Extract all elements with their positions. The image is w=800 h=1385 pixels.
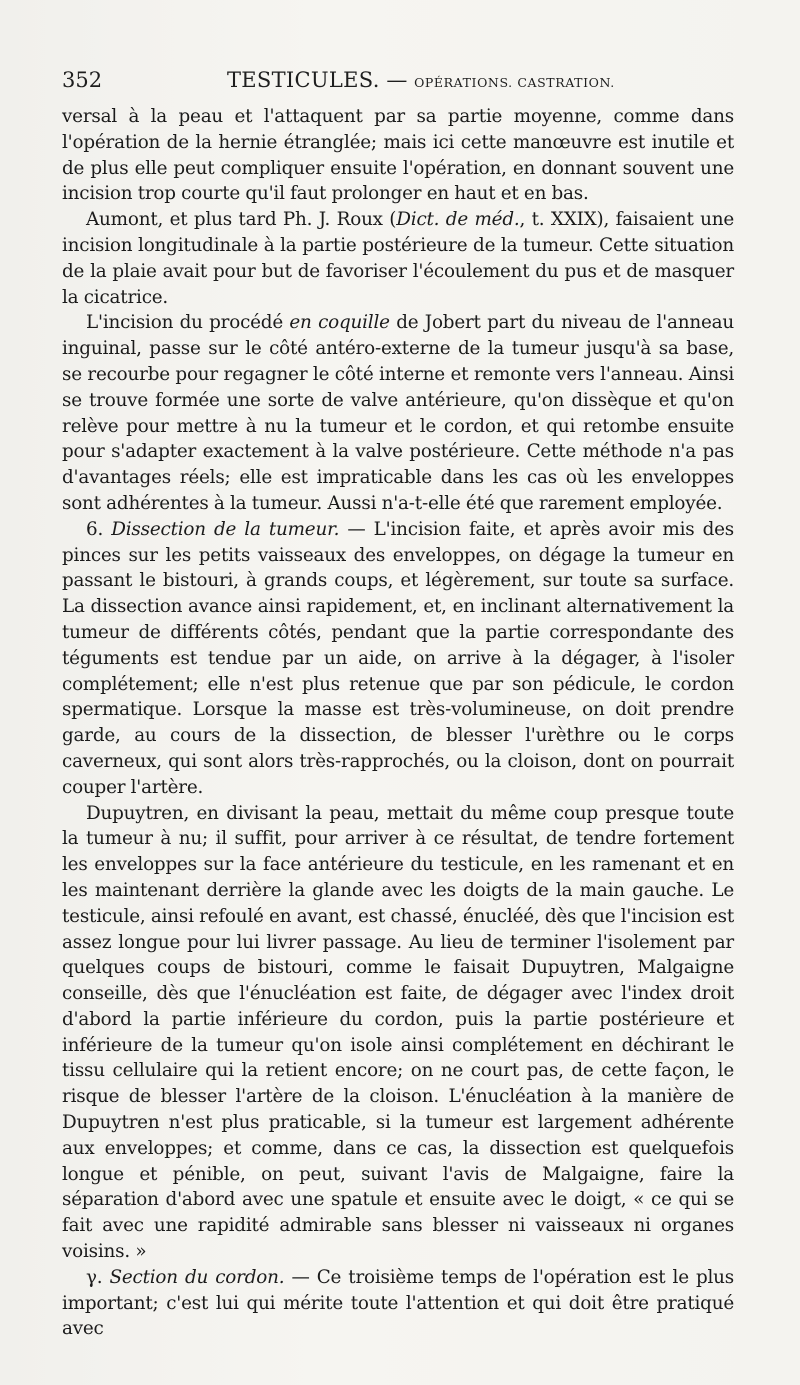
- text-run: versal à la peau et l'attaquent par sa partie moyenne, comme dans l'opération de la hernie étranglée; mais ici cette manœuvre est inutile et de plus elle peut compliquer ensuite l'opération, en donnant souvent une incision trop courte qu'il faut prolonger en haut et en bas.: [62, 106, 734, 205]
- italic-text: Section du cordon.: [109, 1266, 285, 1288]
- italic-text: en coquille: [289, 312, 390, 334]
- text-run: , t. XXIX), faisaient une incision longitudinale à la partie postérieure de la tumeur. Cette situation de la plaie avait pour but de favoriser l'écoulement du pus et de masquer la cicatrice.: [62, 209, 734, 308]
- header-subtitle: OPÉRATIONS. CASTRATION.: [414, 75, 615, 90]
- page-number: 352: [62, 68, 103, 92]
- running-header: [62, 68, 738, 96]
- text-run: Aumont, et plus tard Ph. J. Roux (: [86, 209, 397, 231]
- text-run: L'incision du procédé: [86, 312, 290, 334]
- text-run: — L'incision faite, et après avoir mis des pinces sur les petits vaisseaux des enveloppes, on dégage la tumeur en passant le bistouri, à grands coups, et légèrement, sur toute sa surface. La dissection avance ainsi rapidement, et, en inclinant alternativement la tumeur de différents côtés, pendant que la partie correspondante des téguments est tendue par un aide, on arrive à la dégager, à l'isoler complétement; elle n'est plus retenue que par son pédicule, le cordon spermatique. Lorsque la masse est très-volumineuse, on doit prendre garde, au cours de la dissection, de blesser l'urèthre ou le corps caverneux, qui sont alors très-rapprochés, ou la cloison, dont on pourrait couper l'artère.: [62, 518, 735, 798]
- header-separator: —: [386, 68, 408, 92]
- paragraph: [62, 207, 734, 310]
- italic-text: Dissection de la tumeur.: [111, 518, 340, 540]
- text-run: 6.: [86, 518, 112, 540]
- running-title: [227, 68, 615, 92]
- paragraph: [62, 104, 734, 207]
- paragraph: [62, 310, 734, 516]
- paragraph: [62, 801, 734, 1265]
- text-run: — Ce troisième temps de l'opération est le plus important; c'est lui qui mérite toute l'attention et qui doit être pratiqué avec: [62, 1266, 734, 1340]
- italic-text: Dict. de méd.: [396, 209, 520, 231]
- header-title: TESTICULES.: [227, 68, 380, 92]
- text-run: γ.: [86, 1266, 110, 1288]
- paragraph: [62, 517, 734, 801]
- body-text: [62, 104, 734, 1342]
- paragraph: [62, 1265, 734, 1342]
- text-run: Dupuytren, en divisant la peau, mettait du même coup presque toute la tumeur à nu; il suffit, pour arriver à ce résultat, de tendre fortement les enveloppes sur la face antérieure du testicule, en les ramenant et en les maintenant derrière la glande avec les doigts de la main gauche. Le testicule, ainsi refoulé en avant, est chassé, énucléé, dès que l'incision est assez longue pour lui livrer passage. Au lieu de terminer l'isolement par quelques coups de bistouri, comme le faisait Dupuytren, Malgaigne conseille, dès que l'énucléation est faite, de dégager avec l'index droit d'abord la partie inférieure du cordon, puis la partie postérieure et inférieure de la tumeur qu'on isole ainsi complétement en déchirant le tissu cellulaire qui la retient encore; on ne court pas, de cette façon, le risque de blesser l'artère de la cloison. L'énucléation à la manière de Dupuytren n'est plus praticable, si la tumeur est largement adhérente aux enveloppes; et comme, dans ce cas, la dissection est quelquefois longue et pénible, on peut, suivant l'avis de Malgaigne, faire la séparation d'abord avec une spatule et ensuite avec le doigt, « ce qui se fait avec une rapidité admirable sans blesser ni vaisseaux ni organes voisins. »: [62, 802, 734, 1263]
- text-run: de Jobert part du niveau de l'anneau inguinal, passe sur le côté antéro-externe de la tumeur jusqu'à sa base, se recourbe pour regagner le côté interne et remonte vers l'anneau. Ainsi se trouve formée une sorte de valve antérieure, qu'on dissèque et qu'on relève pour mettre à nu la tumeur et le cordon, et qui retombe ensuite pour s'adapter exactement à la valve postérieure. Cette méthode n'a pas d'avantages réels; elle est impraticable dans les cas où les enveloppes sont adhérentes à la tumeur. Aussi n'a-t-elle été que rarement employée.: [62, 312, 734, 514]
